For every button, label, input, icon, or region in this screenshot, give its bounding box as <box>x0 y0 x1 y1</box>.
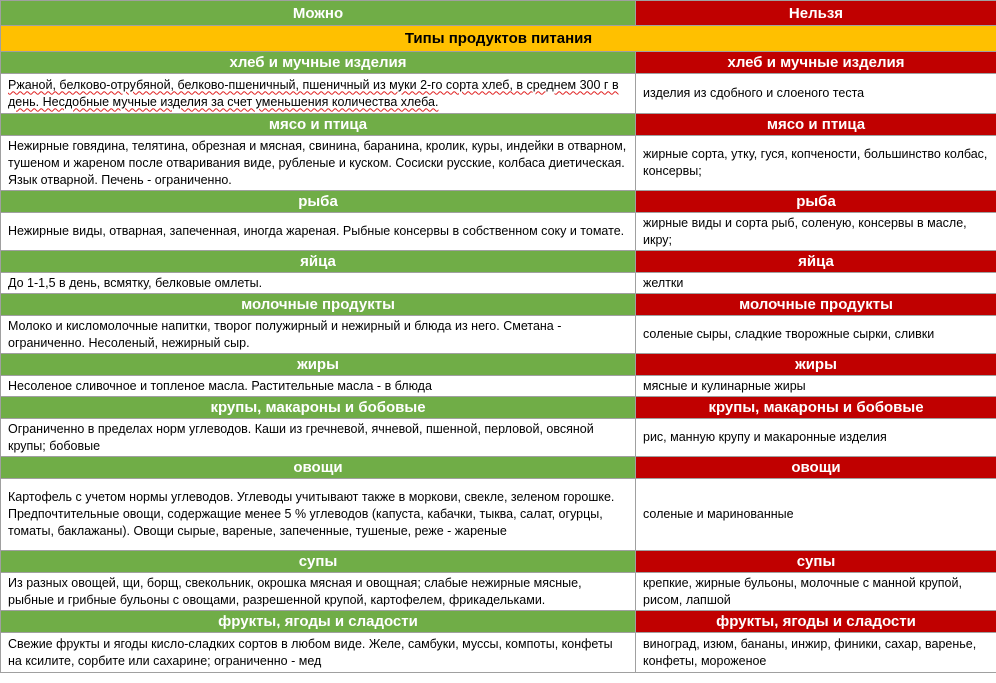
allowed-category-label: яйца <box>1 251 636 273</box>
allowed-column-header: Можно <box>1 1 636 26</box>
allowed-category-label: овощи <box>1 457 636 479</box>
allowed-category-label: жиры <box>1 354 636 376</box>
allowed-category-label: хлеб и мучные изделия <box>1 52 636 74</box>
allowed-foods-cell: До 1-1,5 в день, всмятку, белковые омлеты. <box>1 273 636 294</box>
category-row <box>1 251 996 273</box>
forbidden-foods-cell: соленые и маринованные <box>636 479 996 551</box>
food-row <box>1 74 996 114</box>
category-row <box>1 52 996 74</box>
forbidden-foods-cell: крепкие, жирные бульоны, молочные с манной крупой, рисом, лапшой <box>636 573 996 611</box>
allowed-foods-cell: Картофель с учетом нормы углеводов. Углеводы учитывают также в моркови, свекле, зеленом горошке. Предпочтительные овощи, содержащие менее 5 % углеводов (капуста, кабачки, тыква, салат, огурцы, томаты, баклажаны). Овощи сырые, вареные, запеченные, тушеные, реже - жареные <box>1 479 636 551</box>
forbidden-category-label: молочные продукты <box>636 294 996 316</box>
food-row <box>1 419 996 457</box>
category-row <box>1 354 996 376</box>
category-row <box>1 611 996 633</box>
allowed-foods-cell: Несоленое сливочное и топленое масла. Растительные масла - в блюда <box>1 376 636 397</box>
allowed-category-label: рыба <box>1 191 636 213</box>
allowed-category-label: мясо и птица <box>1 114 636 136</box>
allowed-foods-cell: Из разных овощей, щи, борщ, свекольник, окрошка мясная и овощная; слабые нежирные мясные, рыбные и грибные бульоны с овощами, разрешенной крупой, картофелем, фрикадельками. <box>1 573 636 611</box>
allowed-category-label: фрукты, ягоды и сладости <box>1 611 636 633</box>
food-row <box>1 573 996 611</box>
food-row <box>1 376 996 397</box>
forbidden-category-label: яйца <box>636 251 996 273</box>
food-row <box>1 213 996 251</box>
allowed-foods-cell: Ограниченно в пределах норм углеводов. Каши из гречневой, ячневой, пшенной, перловой, овсяной крупы; бобовые <box>1 419 636 457</box>
category-row <box>1 457 996 479</box>
category-row <box>1 294 996 316</box>
forbidden-foods-cell: соленые сыры, сладкие творожные сырки, сливки <box>636 316 996 354</box>
food-row <box>1 316 996 354</box>
allowed-foods-cell: Свежие фрукты и ягоды кисло-сладких сортов в любом виде. Желе, самбуки, муссы, компоты, конфеты на ксилите, сорбите или сахарине; ограниченно - мед <box>1 633 636 673</box>
food-row <box>1 479 996 551</box>
forbidden-category-label: крупы, макароны и бобовые <box>636 397 996 419</box>
allowed-foods-cell: Нежирные говядина, телятина, обрезная и мясная, свинина, баранина, кролик, куры, индейки в отварном, тушеном и жареном после отваривания виде, рубленые и куском. Сосиски русские, колбаса диетическая. Язык отварной. Печень - ограниченно. <box>1 136 636 191</box>
types-title: Типы продуктов питания <box>1 26 996 52</box>
forbidden-category-label: хлеб и мучные изделия <box>636 52 996 74</box>
food-row <box>1 273 996 294</box>
food-row <box>1 633 996 673</box>
forbidden-foods-cell: мясные и кулинарные жиры <box>636 376 996 397</box>
forbidden-foods-cell: жирные виды и сорта рыб, соленую, консервы в масле, икру; <box>636 213 996 251</box>
types-row <box>1 26 996 52</box>
forbidden-foods-cell: изделия из сдобного и слоеного теста <box>636 74 996 114</box>
allowed-foods-cell <box>1 74 636 114</box>
forbidden-category-label: жиры <box>636 354 996 376</box>
allowed-foods-text: Ржаной, белково-отрубяной, белково-пшеничный, пшеничный из муки 2-го сорта хлеб, в среднем 300 г в день. Несдобные мучные изделия за счет уменьшения количества хлеба. <box>8 77 619 109</box>
allowed-foods-cell: Молоко и кисломолочные напитки, творог полужирный и нежирный и блюда из него. Сметана - ограниченно. Несоленый, нежирный сыр. <box>1 316 636 354</box>
forbidden-category-label: фрукты, ягоды и сладости <box>636 611 996 633</box>
forbidden-foods-cell: виноград, изюм, бананы, инжир, финики, сахар, варенье, конфеты, мороженое <box>636 633 996 673</box>
header-row <box>1 1 996 26</box>
allowed-foods-cell: Нежирные виды, отварная, запеченная, иногда жареная. Рыбные консервы в собственном соку и томате. <box>1 213 636 251</box>
forbidden-foods-cell: жирные сорта, утку, гуся, копчености, большинство колбас, консервы; <box>636 136 996 191</box>
category-row <box>1 114 996 136</box>
category-row <box>1 191 996 213</box>
forbidden-foods-cell: желтки <box>636 273 996 294</box>
forbidden-category-label: супы <box>636 551 996 573</box>
forbidden-foods-cell: рис, манную крупу и макаронные изделия <box>636 419 996 457</box>
forbidden-category-label: мясо и птица <box>636 114 996 136</box>
forbidden-column-header: Нельзя <box>636 1 996 26</box>
forbidden-category-label: овощи <box>636 457 996 479</box>
allowed-category-label: супы <box>1 551 636 573</box>
category-row <box>1 551 996 573</box>
category-row <box>1 397 996 419</box>
allowed-category-label: молочные продукты <box>1 294 636 316</box>
forbidden-category-label: рыба <box>636 191 996 213</box>
allowed-category-label: крупы, макароны и бобовые <box>1 397 636 419</box>
food-row <box>1 136 996 191</box>
